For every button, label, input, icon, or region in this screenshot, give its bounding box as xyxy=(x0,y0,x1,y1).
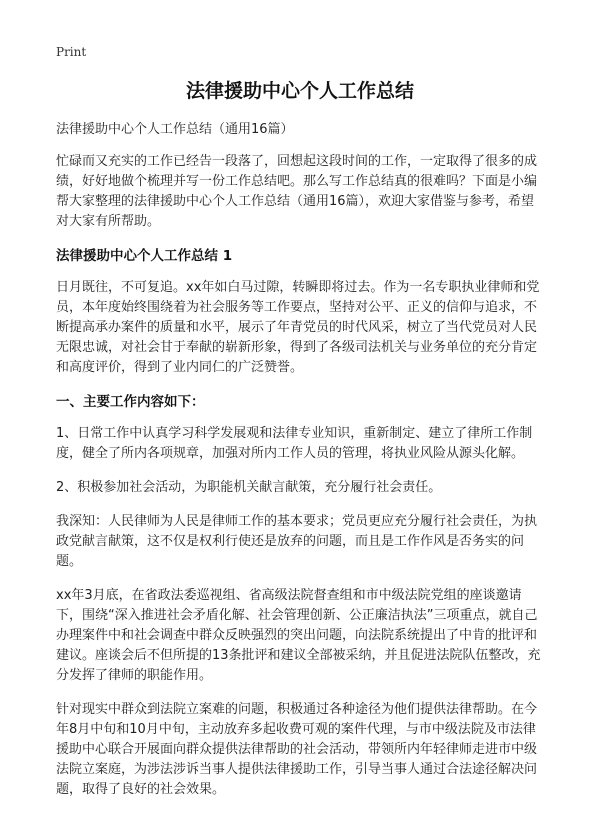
section-heading-1: 法律援助中心个人工作总结 1 xyxy=(56,248,233,264)
paragraph-2: 我深知：人民律师为人民是律师工作的基本要求；党员更应充分履行社会责任，为执政党献言献策，这不仅是权利行使还是放弃的问题，而且是工作作风是否务实的问题。 xyxy=(56,514,538,569)
list-item-1: 1、日常工作中认真学习科学发展观和法律专业知识，重新制定、建立了律所工作制度，健全了所内各项规章，加强对所内工作人员的管理，将执业风险从源头化解。 xyxy=(56,426,533,461)
document-subtitle: 法律援助中心个人工作总结（通用16篇） xyxy=(56,122,294,137)
list-item-2: 2、积极参加社会活动，为职能机关献言献策，充分履行社会责任。 xyxy=(56,480,442,495)
paragraph-3: xx年3月底，在省政法委巡视组、省高级法院督查组和市中级法院党组的座谈邀请下，围绕“深入推进社会矛盾化解、社会管理创新、公正廉洁执法”三项重点，就自己办理案件中和社会调查中群众反映强烈的突出问题，向法院系统提出了中肯的批评和建议。座谈会后不但所提的13条批评和建议全部被采纳，并且促进法院队伍整改，充分发挥了律师的职能作用。 xyxy=(56,588,541,683)
section-heading-main-work: 一、主要工作内容如下： xyxy=(56,394,205,410)
print-link[interactable]: Print xyxy=(56,45,87,59)
paragraph-4: 针对现实中群众到法院立案难的问题，积极通过各种途径为他们提供法律帮助。在今年8月中旬和10月中旬，主动放弃多起收费可观的案件代理，与市中级法院及市法律援助中心联合开展面向群众提供法律帮助的社会活动，带领所内年轻律师走进市中级法院立案庭，为涉法涉诉当事人提供法律援助工作，引导当事人通过合法途径解决问题，取得了良好的社会效果。 xyxy=(56,702,538,797)
paragraph-1: 日月既往，不可复追。xx年如白马过隙，转瞬即将过去。作为一名专职执业律师和党员，本年度始终围绕着为社会服务等工作要点，坚持对公平、正义的信仰与追求，不断提高承办案件的质量和水平，展示了年青党员的时代风采，树立了当代党员对人民无限忠诚，对社会甘于奉献的崭新形象，得到了各级司法机关与业务单位的充分肯定和高度评价，得到了业内同仁的广泛赞誉。 xyxy=(56,280,540,375)
intro-paragraph: 忙碌而又充实的工作已经告一段落了，回想起这段时间的工作，一定取得了很多的成绩，好好地做个梳理并写一份工作总结吧。那么写工作总结真的很难吗？下面是小编帮大家整理的法律援助中心个人工作总结（通用16篇），欢迎大家借鉴与参考，希望对大家有所帮助。 xyxy=(56,154,538,229)
article-body xyxy=(56,120,547,814)
page-title: 法律援助中心个人工作总结 xyxy=(185,80,414,102)
